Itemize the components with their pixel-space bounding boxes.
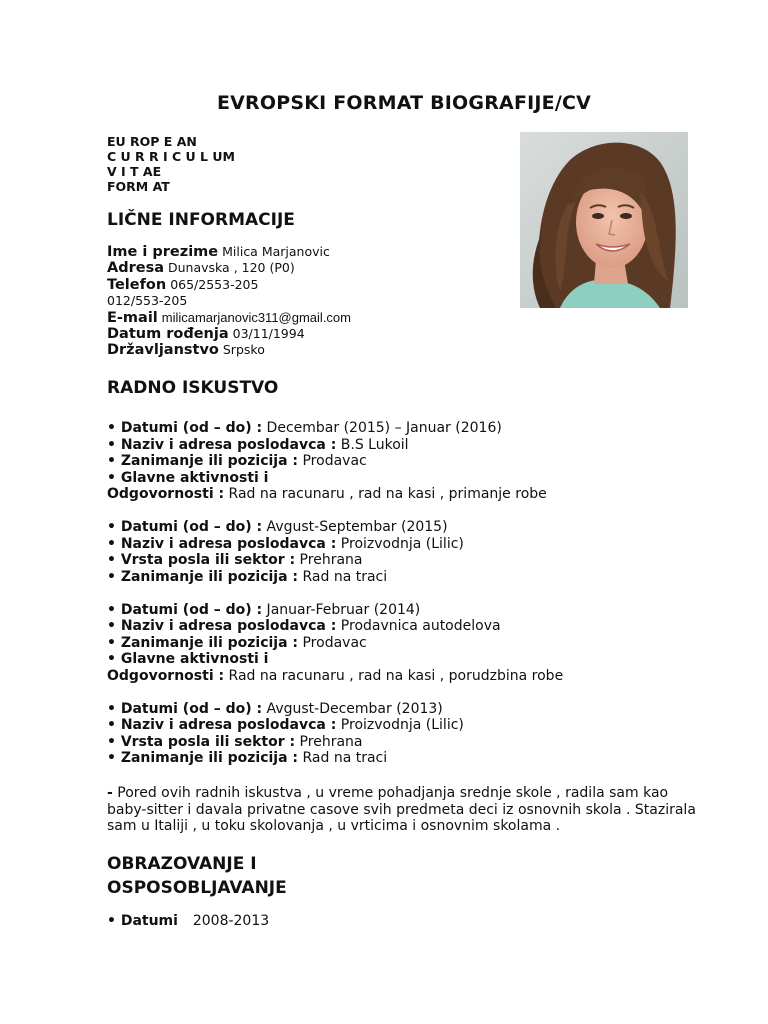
phone-row bbox=[107, 277, 351, 293]
job-value: Avgust-Septembar (2015) bbox=[262, 519, 448, 535]
job-value: Rad na racunaru , rad na kasi , porudzbina robe bbox=[224, 667, 564, 684]
education-heading bbox=[107, 852, 287, 900]
job-line bbox=[107, 618, 707, 635]
birth-value: 03/11/1994 bbox=[232, 326, 305, 342]
citizenship-label: Državljanstvo bbox=[107, 342, 219, 359]
education-dates-row bbox=[107, 913, 269, 929]
job-value: Prehrana bbox=[295, 552, 363, 568]
job-line bbox=[107, 734, 707, 751]
job-key: • Naziv i adresa poslodavca : bbox=[107, 717, 337, 733]
job-key: Odgovornosti : bbox=[107, 667, 225, 684]
address-row bbox=[107, 260, 351, 276]
job-key: • Datumi (od – do) : bbox=[107, 420, 263, 436]
note-dash: - bbox=[107, 785, 113, 801]
job-value: Prodavac bbox=[298, 453, 367, 469]
job-value: Prehrana bbox=[295, 733, 363, 750]
name-label: Ime i prezime bbox=[107, 244, 219, 260]
job-line bbox=[107, 569, 707, 586]
job-entry bbox=[107, 519, 707, 585]
citizenship-row bbox=[107, 342, 351, 358]
job-value: Rad na racunaru , rad na kasi , primanje robe bbox=[224, 486, 547, 502]
education-dates-label: • Datumi bbox=[107, 913, 178, 929]
job-key: • Zanimanje ili pozicija : bbox=[107, 634, 299, 651]
profile-photo-image bbox=[520, 132, 688, 308]
job-value: Januar-Februar (2014) bbox=[262, 601, 421, 618]
job-value: Prodavac bbox=[298, 634, 367, 651]
phone-row-2 bbox=[107, 293, 351, 309]
job-value: Proizvodnja (Lilic) bbox=[336, 535, 464, 552]
work-experience-list bbox=[107, 420, 707, 783]
job-key: • Glavne aktivnosti i bbox=[107, 469, 269, 486]
job-line bbox=[107, 437, 707, 454]
job-key: • Naziv i adresa poslodavca : bbox=[107, 618, 337, 634]
job-key: • Datumi (od – do) : bbox=[107, 601, 263, 618]
job-key: • Zanimanje ili pozicija : bbox=[107, 453, 299, 469]
job-entry bbox=[107, 420, 707, 503]
personal-info bbox=[107, 244, 351, 359]
job-line bbox=[107, 453, 707, 470]
job-key: • Zanimanje ili pozicija : bbox=[107, 568, 299, 585]
job-value: Prodavnica autodelova bbox=[336, 618, 501, 634]
name-row bbox=[107, 244, 351, 260]
job-line bbox=[107, 552, 707, 569]
job-line bbox=[107, 536, 707, 553]
job-line bbox=[107, 668, 707, 685]
job-value: Avgust-Decembar (2013) bbox=[262, 700, 443, 717]
phone-value-2: 012/553-205 bbox=[107, 293, 188, 309]
job-line bbox=[107, 750, 707, 767]
personal-info-heading: LIČNE INFORMACIJE bbox=[107, 210, 295, 230]
job-line bbox=[107, 602, 707, 619]
citizenship-value: Srpsko bbox=[222, 342, 265, 358]
document-title: EVROPSKI FORMAT BIOGRAFIJE/CV bbox=[216, 92, 592, 114]
job-line bbox=[107, 519, 707, 536]
job-entry bbox=[107, 602, 707, 685]
phone-label: Telefon bbox=[107, 276, 167, 293]
profile-photo bbox=[520, 132, 688, 308]
job-key: Odgovornosti : bbox=[107, 486, 225, 502]
european-line: EU ROP E AN bbox=[107, 134, 197, 149]
european-cv-label bbox=[107, 134, 235, 194]
job-key: • Naziv i adresa poslodavca : bbox=[107, 436, 337, 453]
job-entry bbox=[107, 701, 707, 767]
name-value: Milica Marjanovic bbox=[222, 244, 330, 259]
email-label: E-mail bbox=[107, 309, 158, 326]
work-experience-heading: RADNO ISKUSTVO bbox=[107, 378, 279, 398]
address-value: Dunavska , 120 (P0) bbox=[168, 260, 295, 276]
job-value: B.S Lukoil bbox=[336, 436, 409, 453]
note-text: Pored ovih radnih iskustva , u vreme pohadjanja srednje skole , radila sam kao baby-sitter i davala privatne casove svih predmeta deci iz osnovnih skola . Stazirala sam u Italiji , u toku skolovanja , u vrticima i osnovnim skolama . bbox=[107, 785, 696, 834]
education-heading-line-1: OBRAZOVANJE I bbox=[107, 854, 257, 874]
education-dates-value: 2008-2013 bbox=[192, 913, 270, 929]
job-key: • Datumi (od – do) : bbox=[107, 700, 263, 717]
birth-row bbox=[107, 326, 351, 342]
format-line: FORM AT bbox=[107, 179, 170, 194]
birth-label: Datum rođenja bbox=[107, 326, 229, 343]
job-value: Proizvodnja (Lilic) bbox=[336, 717, 464, 733]
job-line bbox=[107, 717, 707, 734]
additional-experience-note bbox=[107, 785, 702, 835]
job-key: • Glavne aktivnosti i bbox=[107, 651, 269, 667]
job-key: • Datumi (od – do) : bbox=[107, 519, 263, 535]
job-line bbox=[107, 651, 707, 668]
phone-value: 065/2553-205 bbox=[170, 276, 259, 292]
job-value: Rad na traci bbox=[298, 750, 388, 766]
job-line bbox=[107, 420, 707, 437]
job-key: • Vrsta posla ili sektor : bbox=[107, 733, 296, 750]
job-key: • Zanimanje ili pozicija : bbox=[107, 750, 299, 766]
education-heading-line-2: OSPOSOBLJAVANJE bbox=[107, 878, 287, 898]
job-key: • Naziv i adresa poslodavca : bbox=[107, 535, 337, 552]
job-line bbox=[107, 635, 707, 652]
job-value: Decembar (2015) – Januar (2016) bbox=[262, 420, 502, 436]
job-line bbox=[107, 486, 707, 503]
job-line bbox=[107, 470, 707, 487]
email-row bbox=[107, 310, 351, 326]
job-value: Rad na traci bbox=[298, 568, 388, 585]
job-key: • Vrsta posla ili sektor : bbox=[107, 552, 296, 568]
email-value: milicamarjanovic311@gmail.com bbox=[161, 309, 351, 325]
curriculum-line: C U R R I C U L UM bbox=[107, 149, 235, 164]
vitae-line: V I T AE bbox=[107, 164, 162, 179]
address-label: Adresa bbox=[107, 260, 165, 277]
job-line bbox=[107, 701, 707, 718]
